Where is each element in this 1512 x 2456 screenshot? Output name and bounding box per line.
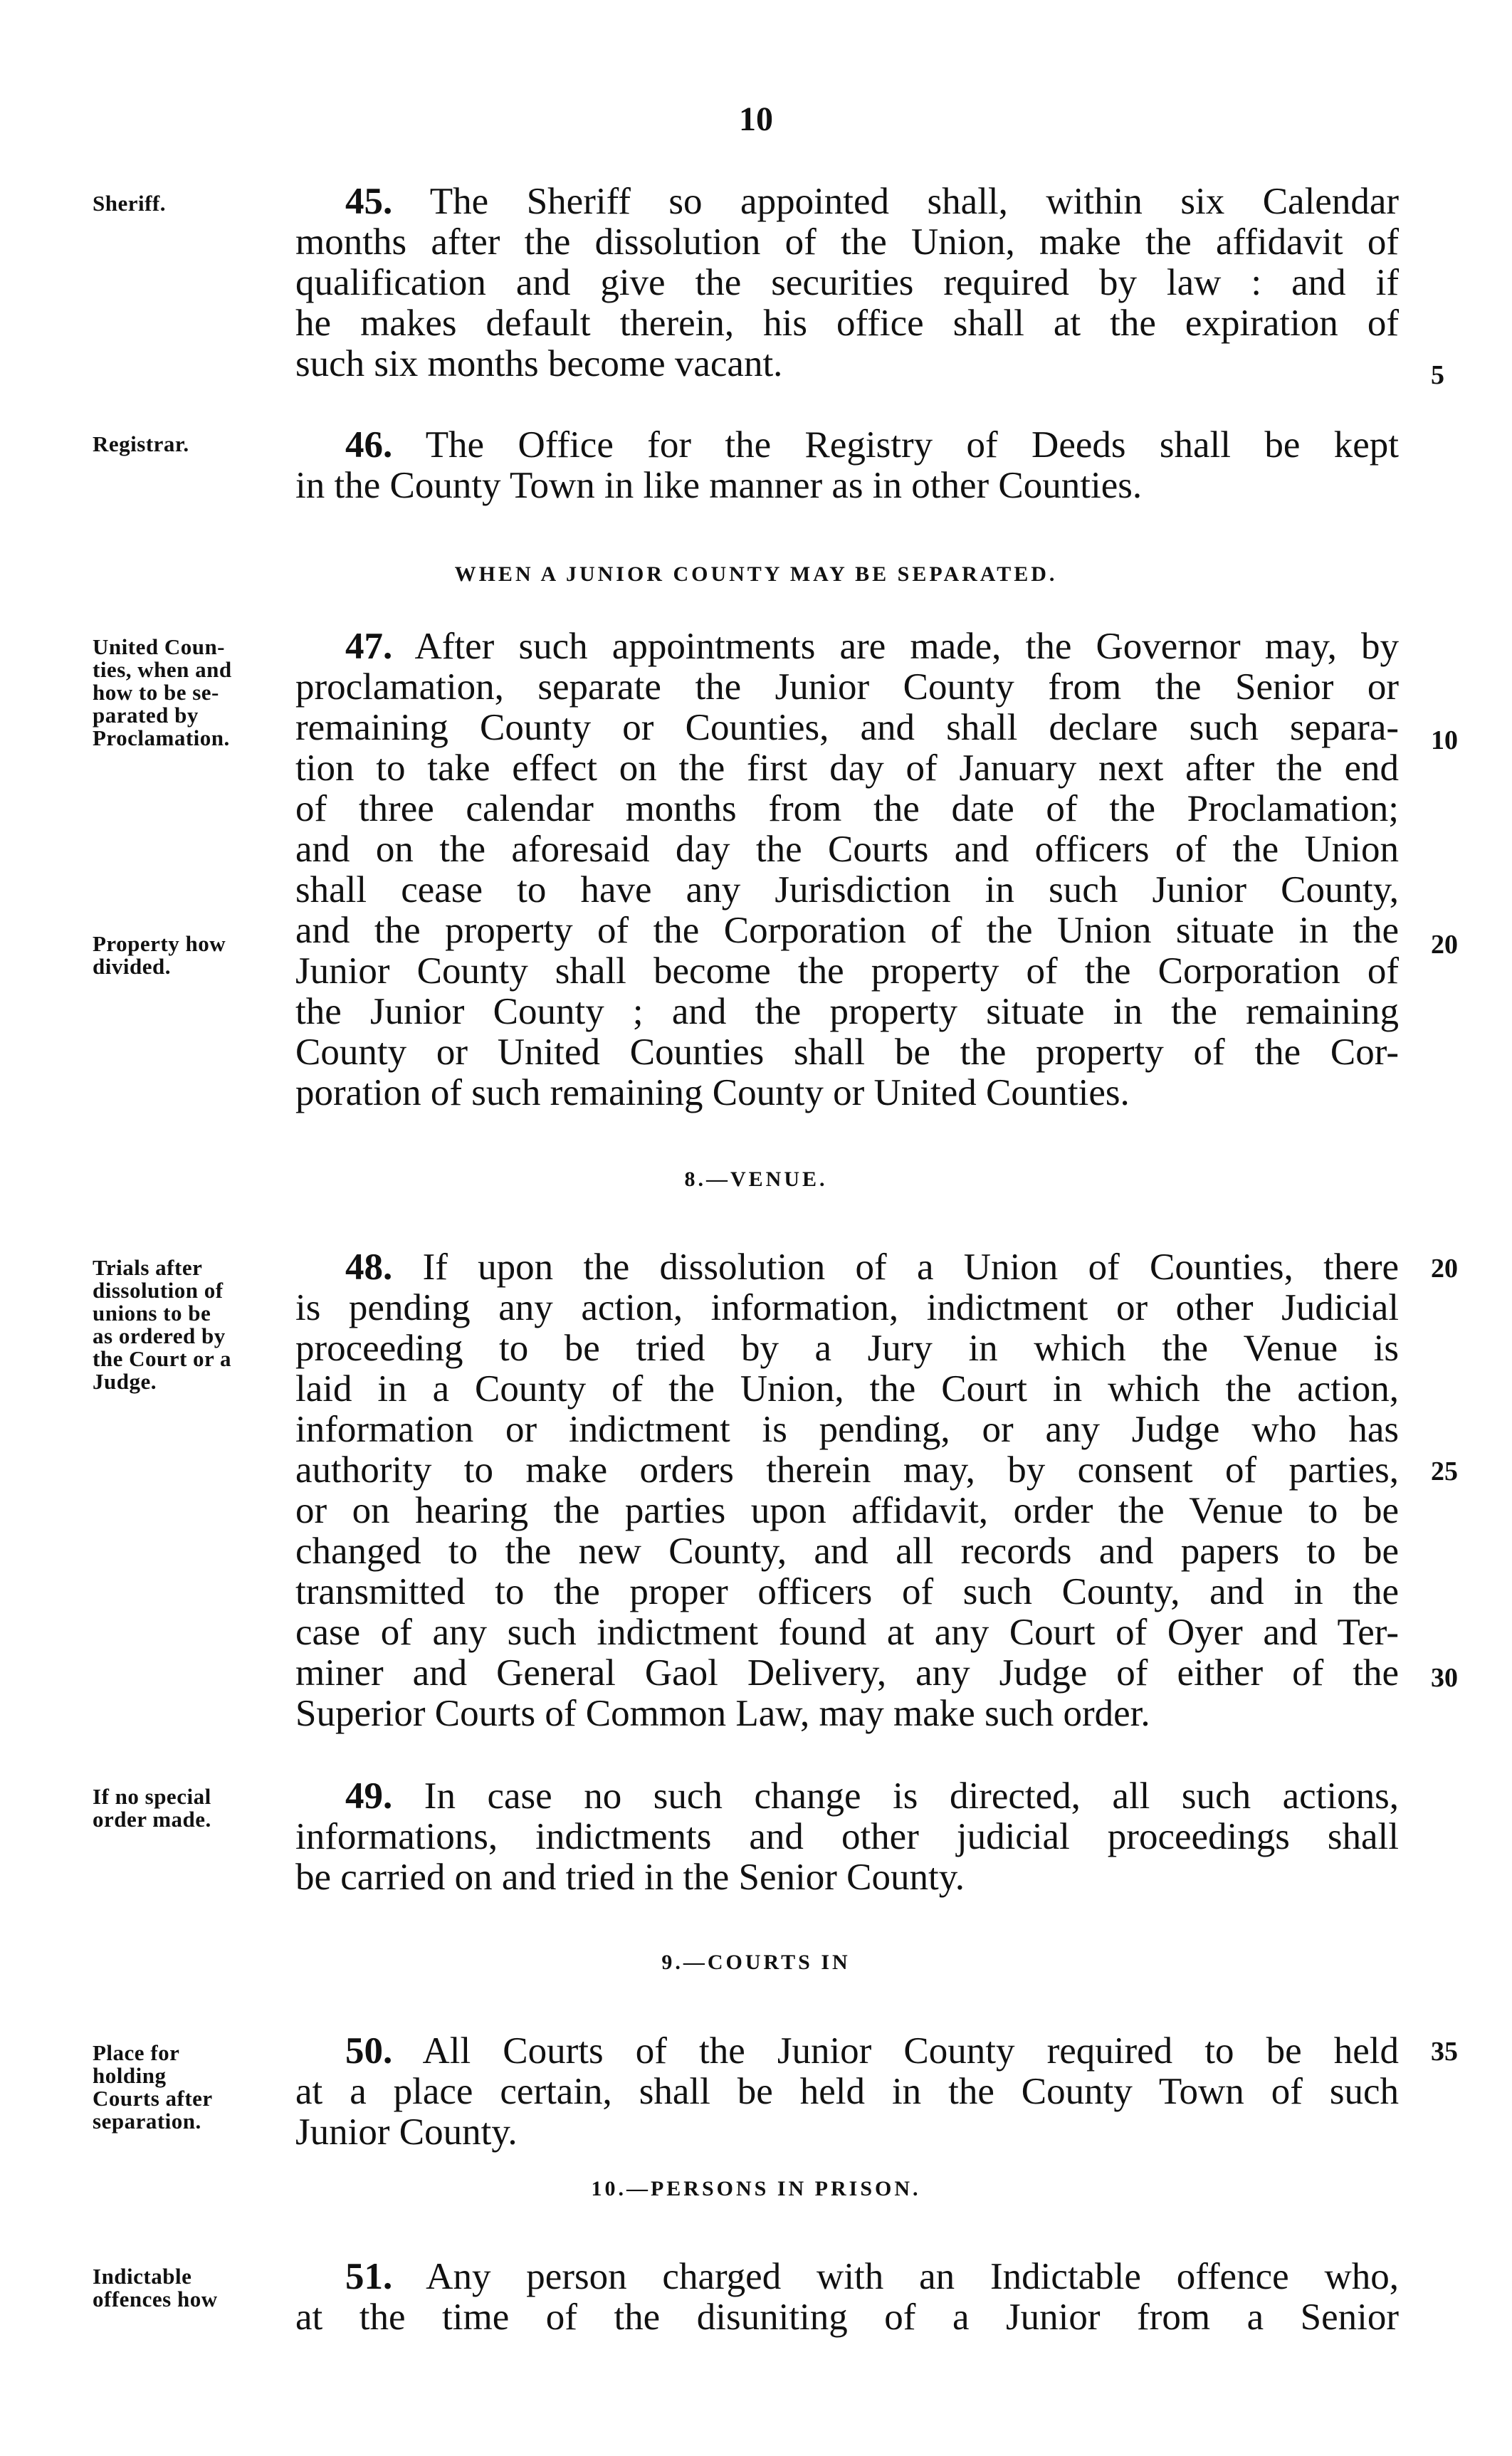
section-number: 50.	[345, 2030, 393, 2072]
section-heading: WHEN A JUNIOR COUNTY MAY BE SEPARATED.	[454, 562, 1058, 586]
section-line: laid in a County of the Union, the Court in which the action,	[295, 1368, 1399, 1410]
marginal-note-line: how to be se-	[93, 680, 219, 705]
section-line: of three calendar months from the date of the Proclamation;	[295, 788, 1399, 829]
marginal-note-line: Registrar.	[93, 431, 189, 456]
line-number: 30	[1431, 1663, 1458, 1693]
section-47	[295, 626, 1399, 1113]
marginal-note-line: ties, when and	[93, 657, 232, 682]
section-line: and on the aforesaid day the Courts and officers of the Union	[295, 829, 1399, 870]
marginal-note-place-for-courts	[93, 2042, 292, 2133]
section-number: 47.	[345, 626, 393, 667]
section-49	[295, 1776, 1399, 1898]
marginal-note-sheriff	[93, 192, 292, 215]
section-line: 47. After such appointments are made, the Governor may, by	[345, 626, 1400, 667]
section-line: 48. If upon the dissolution of a Union of Counties, there	[345, 1247, 1399, 1288]
section-line: information or indictment is pending, or any Judge who has	[295, 1409, 1399, 1450]
section-line: Superior Courts of Common Law, may make such order.	[295, 1693, 1150, 1734]
line-number: 20	[1431, 930, 1458, 960]
section-line: is pending any action, information, indictment or other Judicial	[295, 1287, 1399, 1328]
section-line: proceeding to be tried by a Jury in which the Venue is	[295, 1328, 1399, 1369]
marginal-note-line: Trials after	[93, 1255, 203, 1280]
marginal-note-line: unions to be	[93, 1301, 211, 1326]
section-line: qualification and give the securities required by law : and if	[295, 262, 1399, 303]
marginal-note-line: Courts after	[93, 2086, 213, 2111]
section-line: such six months become vacant.	[295, 343, 783, 384]
marginal-note-line: separation.	[93, 2109, 201, 2134]
marginal-note-line: the Court or a	[93, 1346, 231, 1371]
marginal-note-line: divided.	[93, 954, 171, 979]
section-line: at the time of the disuniting of a Junior from a Senior	[295, 2297, 1399, 2338]
section-line: 45. The Sheriff so appointed shall, within six Calendar	[345, 181, 1399, 222]
section-line: 51. Any person charged with an Indictable offence who,	[345, 2256, 1399, 2297]
line-number: 10	[1431, 725, 1458, 755]
section-line: 49. In case no such change is directed, all such actions,	[345, 1775, 1399, 1817]
marginal-note-line: Judge.	[93, 1369, 157, 1394]
section-number: 49.	[345, 1775, 393, 1817]
marginal-note-line: Indictable	[93, 2264, 192, 2289]
section-number: 48.	[345, 1247, 393, 1288]
marginal-note-line: Property how	[93, 931, 226, 956]
section-50	[295, 2031, 1399, 2153]
marginal-note-line: order made.	[93, 1807, 211, 1832]
marginal-note-line: If no special	[93, 1784, 211, 1809]
line-number: 35	[1431, 2037, 1458, 2067]
section-line: he makes default therein, his office shall at the expiration of	[295, 303, 1399, 344]
section-line: the Junior County ; and the property situate in the remaining	[295, 991, 1399, 1032]
section-number: 45.	[345, 181, 393, 222]
marginal-note-line: holding	[93, 2063, 167, 2088]
section-line: County or United Counties shall be the property of the Cor-	[295, 1032, 1399, 1073]
marginal-note-indictable-offences	[93, 2265, 292, 2311]
section-line: informations, indictments and other judicial proceedings shall	[295, 1816, 1399, 1857]
marginal-note-no-special-order	[93, 1785, 292, 1831]
line-number: 25	[1431, 1457, 1458, 1486]
section-line: months after the dissolution of the Union, make the affidavit of	[295, 221, 1399, 263]
marginal-note-trials	[93, 1256, 292, 1393]
section-line: poration of such remaining County or United Counties.	[295, 1072, 1130, 1113]
marginal-note-line: offences how	[93, 2287, 218, 2311]
section-line: changed to the new County, and all records and papers to be	[295, 1531, 1399, 1572]
line-number: 20	[1431, 1254, 1458, 1284]
section-line: case of any such indictment found at any Court of Oyer and Ter-	[295, 1612, 1399, 1653]
section-line: miner and General Gaol Delivery, any Judge of either of the	[295, 1652, 1399, 1694]
marginal-note-line: Place for	[93, 2040, 180, 2065]
marginal-note-line: Sheriff.	[93, 191, 167, 216]
section-line: proclamation, separate the Junior County from the Senior or	[295, 666, 1399, 708]
section-line: and the property of the Corporation of the Union situate in the	[295, 910, 1399, 951]
section-line: remaining County or Counties, and shall declare such separa-	[295, 707, 1399, 748]
section-48	[295, 1247, 1399, 1734]
marginal-note-line: dissolution of	[93, 1278, 224, 1303]
marginal-note-line: as ordered by	[93, 1323, 226, 1348]
section-46	[295, 425, 1399, 506]
section-51	[295, 2257, 1399, 2338]
section-line: authority to make orders therein may, by consent of parties,	[295, 1449, 1399, 1491]
section-heading: 10.—PERSONS IN PRISON.	[591, 2177, 921, 2200]
marginal-note-property	[93, 933, 292, 978]
marginal-note-line: Proclamation.	[93, 725, 230, 750]
section-45	[295, 182, 1399, 384]
section-line: be carried on and tried in the Senior County.	[295, 1857, 965, 1898]
section-line: 50. All Courts of the Junior County required to be held	[345, 2030, 1399, 2072]
section-line: shall cease to have any Jurisdiction in such Junior County,	[295, 869, 1399, 910]
line-number: 5	[1431, 360, 1444, 390]
section-line: tion to take effect on the first day of January next after the end	[295, 747, 1399, 789]
section-number: 51.	[345, 2256, 393, 2297]
section-heading: 8.—VENUE.	[684, 1167, 828, 1191]
marginal-note-line: parated by	[93, 703, 199, 728]
section-heading: 9.—COURTS IN	[661, 1951, 851, 1974]
section-line: or on hearing the parties upon affidavit, order the Venue to be	[295, 1490, 1399, 1531]
section-line: transmitted to the proper officers of such County, and in the	[295, 1571, 1399, 1612]
section-line: Junior County shall become the property of the Corporation of	[295, 950, 1399, 992]
section-line: Junior County.	[295, 2111, 518, 2153]
section-number: 46.	[345, 424, 393, 466]
marginal-note-line: United Coun-	[93, 634, 226, 659]
section-line: in the County Town in like manner as in other Counties.	[295, 465, 1143, 506]
marginal-note-registrar	[93, 433, 292, 456]
marginal-note-united-counties	[93, 636, 292, 750]
page-number: 10	[739, 100, 773, 138]
section-line: 46. The Office for the Registry of Deeds shall be kept	[345, 424, 1400, 466]
section-line: at a place certain, shall be held in the County Town of such	[295, 2071, 1399, 2112]
